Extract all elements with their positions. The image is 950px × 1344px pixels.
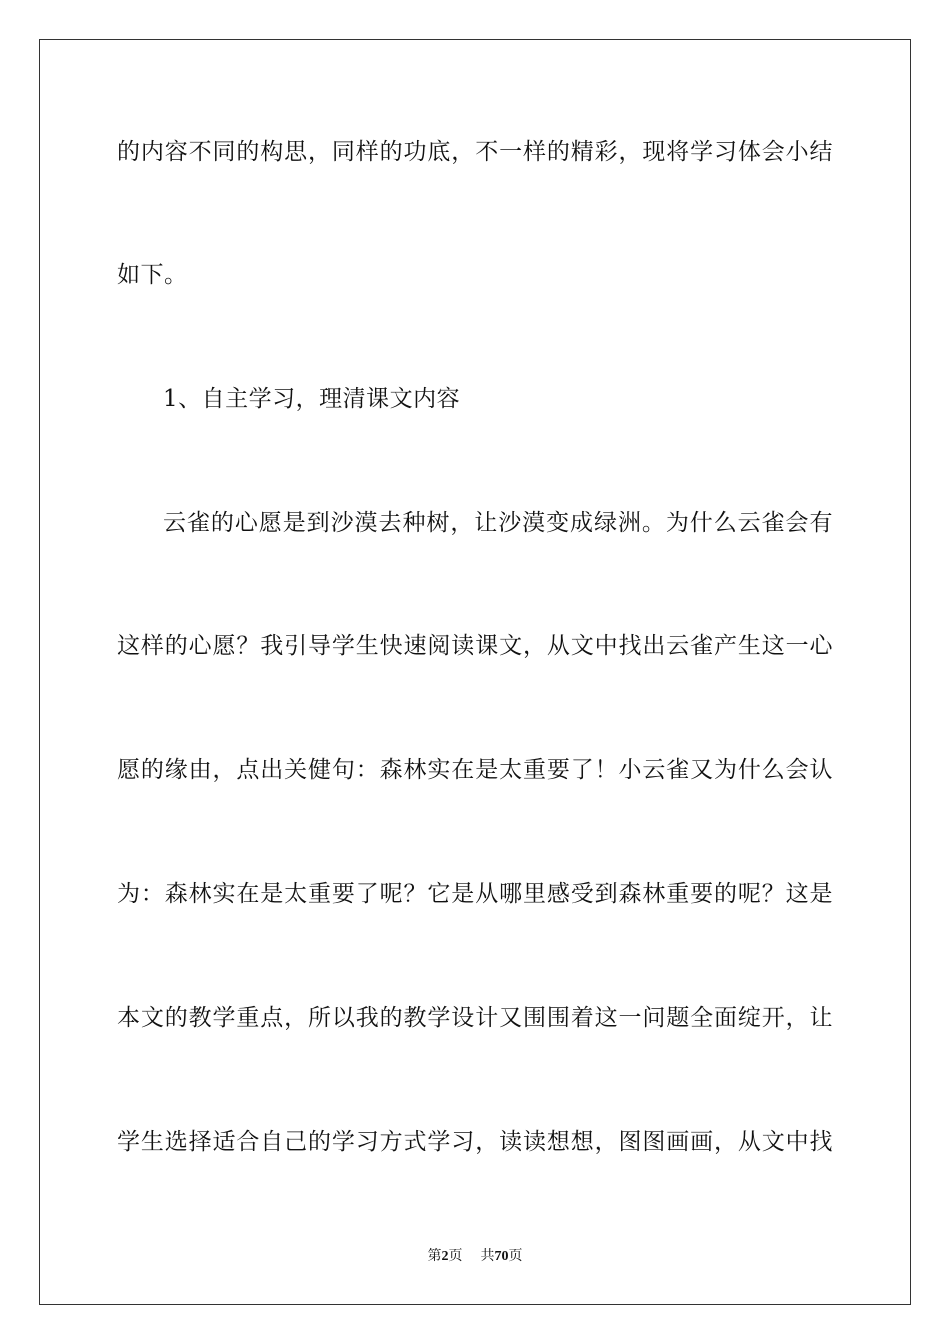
paragraph-line: 学生选择适合自己的学习方式学习，读读想想，图图画画，从文中找: [117, 1129, 833, 1155]
section-heading: 1、自主学习，理清课文内容: [163, 386, 461, 412]
page-prefix: 第: [427, 1248, 442, 1264]
paragraph-line: 本文的教学重点，所以我的教学设计又围围着这一问题全面绽开，让: [117, 1005, 833, 1031]
paragraph-line: 愿的缘由，点出关健句：森林实在是太重要了！小云雀又为什么会认: [117, 757, 833, 783]
total-suffix: 页: [508, 1248, 523, 1264]
page-suffix: 页: [448, 1248, 463, 1264]
page-total: 70: [494, 1249, 509, 1264]
paragraph-line: 如下。: [117, 262, 188, 288]
paragraph-line: 的内容不同的构思，同样的功底，不一样的精彩，现将学习体会小结: [117, 139, 833, 165]
page-footer: [0, 1247, 950, 1266]
page-border: [39, 39, 911, 1305]
page-current: 2: [441, 1249, 449, 1264]
total-prefix: 共: [480, 1248, 495, 1264]
paragraph-line: 为：森林实在是太重要了呢？它是从哪里感受到森林重要的呢？这是: [117, 881, 833, 907]
paragraph-line: 这样的心愿？我引导学生快速阅读课文，从文中找出云雀产生这一心: [117, 633, 833, 659]
paragraph-line: 云雀的心愿是到沙漠去种树，让沙漠变成绿洲。为什么云雀会有: [163, 510, 833, 536]
